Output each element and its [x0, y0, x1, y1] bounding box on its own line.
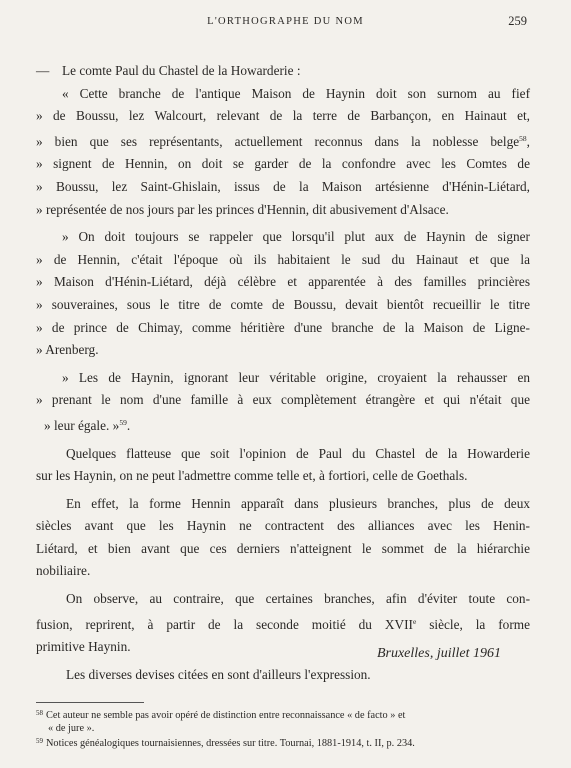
text-line: En effet, la forme Hennin apparaît dans plusieurs branches, plus de deux — [66, 495, 530, 511]
text-line: siècles avant que les Haynin ne contractent des alliances avec les Henin- — [36, 518, 530, 534]
text-line — [36, 611, 530, 637]
text-line: » Maison d'Hénin-Liétard, déjà célèbre et apparentée à des familles princières — [36, 274, 530, 290]
text-line: Le comte Paul du Chastel de la Howarderie : — [62, 63, 301, 78]
footnote-59 — [36, 735, 530, 750]
text-line: On observe, au contraire, que certaines branches, afin d'éviter toute con- — [66, 591, 530, 607]
text-line — [36, 128, 530, 154]
em-dash: — — [36, 63, 50, 78]
footnote-number: 58 — [36, 709, 43, 717]
text-line — [36, 412, 530, 438]
page-number: 259 — [508, 14, 527, 28]
footnote-58-continued: « de jure ». — [48, 723, 95, 735]
place-date-signature: Bruxelles, juillet 1961 — [376, 646, 501, 661]
text-line: » de Boussu, lez Walcourt, relevant de la terre de Barbançon, en Hainaut et, — [36, 108, 530, 124]
footnote-text: Cet auteur ne semble pas avoir opéré de distinction entre reconnaissance « de facto » et — [46, 710, 406, 721]
text-line: Liétard, et bien avant que ces derniers n'atteignent le sommet de la hiérarchie — [36, 540, 530, 556]
text-span: . — [126, 417, 131, 433]
footnote-ref: 59 — [119, 417, 127, 427]
text-line: » de Hennin, c'était l'époque où ils habitaient le sud du Hainaut et que la — [36, 251, 530, 267]
text-line: » On doit toujours se rappeler que lorsqu'il plut aux de Haynin de signer — [62, 229, 530, 245]
text-line: « Cette branche de l'antique Maison de Haynin doit son surnom au fief — [62, 85, 530, 101]
text-line: Les diverses devises citées en sont d'ailleurs l'expression. — [66, 666, 371, 682]
footnote-58 — [36, 707, 530, 722]
text-span: siècle, la forme — [416, 616, 530, 632]
text-line: » souveraines, sous le titre de comte de Boussu, devait bientôt recueillir le titre — [36, 296, 530, 312]
footnote-text: Notices généalogiques tournaisiennes, dressées sur titre. Tournai, 1881-1914, t. II, p. 234. — [46, 738, 415, 750]
text-line: » Boussu, lez Saint-Ghislain, issus de la Maison artésienne d'Hénin-Liétard, — [36, 178, 530, 194]
footnote-rule — [36, 702, 144, 703]
text-line: » prenant le nom d'une famille à eux complètement étrangère et qui n'était que — [36, 392, 530, 408]
page-header — [0, 16, 571, 36]
text-span: , — [526, 133, 530, 149]
text-span: » leur égale. » — [44, 417, 120, 433]
text-line: » Les de Haynin, ignorant leur véritable origine, croyaient la rehausser en — [62, 369, 530, 385]
text-line: sur les Haynin, on ne peut l'admettre comme telle et, à fortiori, celle de Goethals. — [36, 468, 468, 484]
text-line: » représentée de nos jours par les princes d'Hennin, dit abusivement d'Alsace. — [36, 201, 449, 217]
text-line: Quelques flatteuse que soit l'opinion de Paul du Chastel de la Howarderie — [66, 445, 530, 461]
intro-line — [36, 60, 530, 83]
text-line: » Arenberg. — [36, 342, 99, 358]
superscript: e — [412, 616, 417, 626]
footnotes — [36, 707, 530, 751]
text-span: » bien que ses représentants, actuellement reconnus dans la noblesse belge — [36, 133, 520, 149]
running-title: L'ORTHOGRAPHE DU NOM — [207, 16, 364, 27]
text-line: primitive Haynin. — [36, 639, 131, 655]
text-line: » signent de Hennin, on doit se garder de la confondre avec les Comtes de — [36, 156, 530, 172]
footnote-ref: 58 — [519, 133, 527, 143]
footnote-number: 59 — [36, 737, 43, 746]
text-line: » de prince de Chimay, comme héritière d'une branche de la Maison de Ligne- — [36, 319, 530, 335]
text-span: fusion, reprirent, à partir de la seconde moitié du XVII — [36, 616, 413, 632]
text-line: nobiliaire. — [36, 563, 91, 579]
page-body — [36, 60, 530, 686]
